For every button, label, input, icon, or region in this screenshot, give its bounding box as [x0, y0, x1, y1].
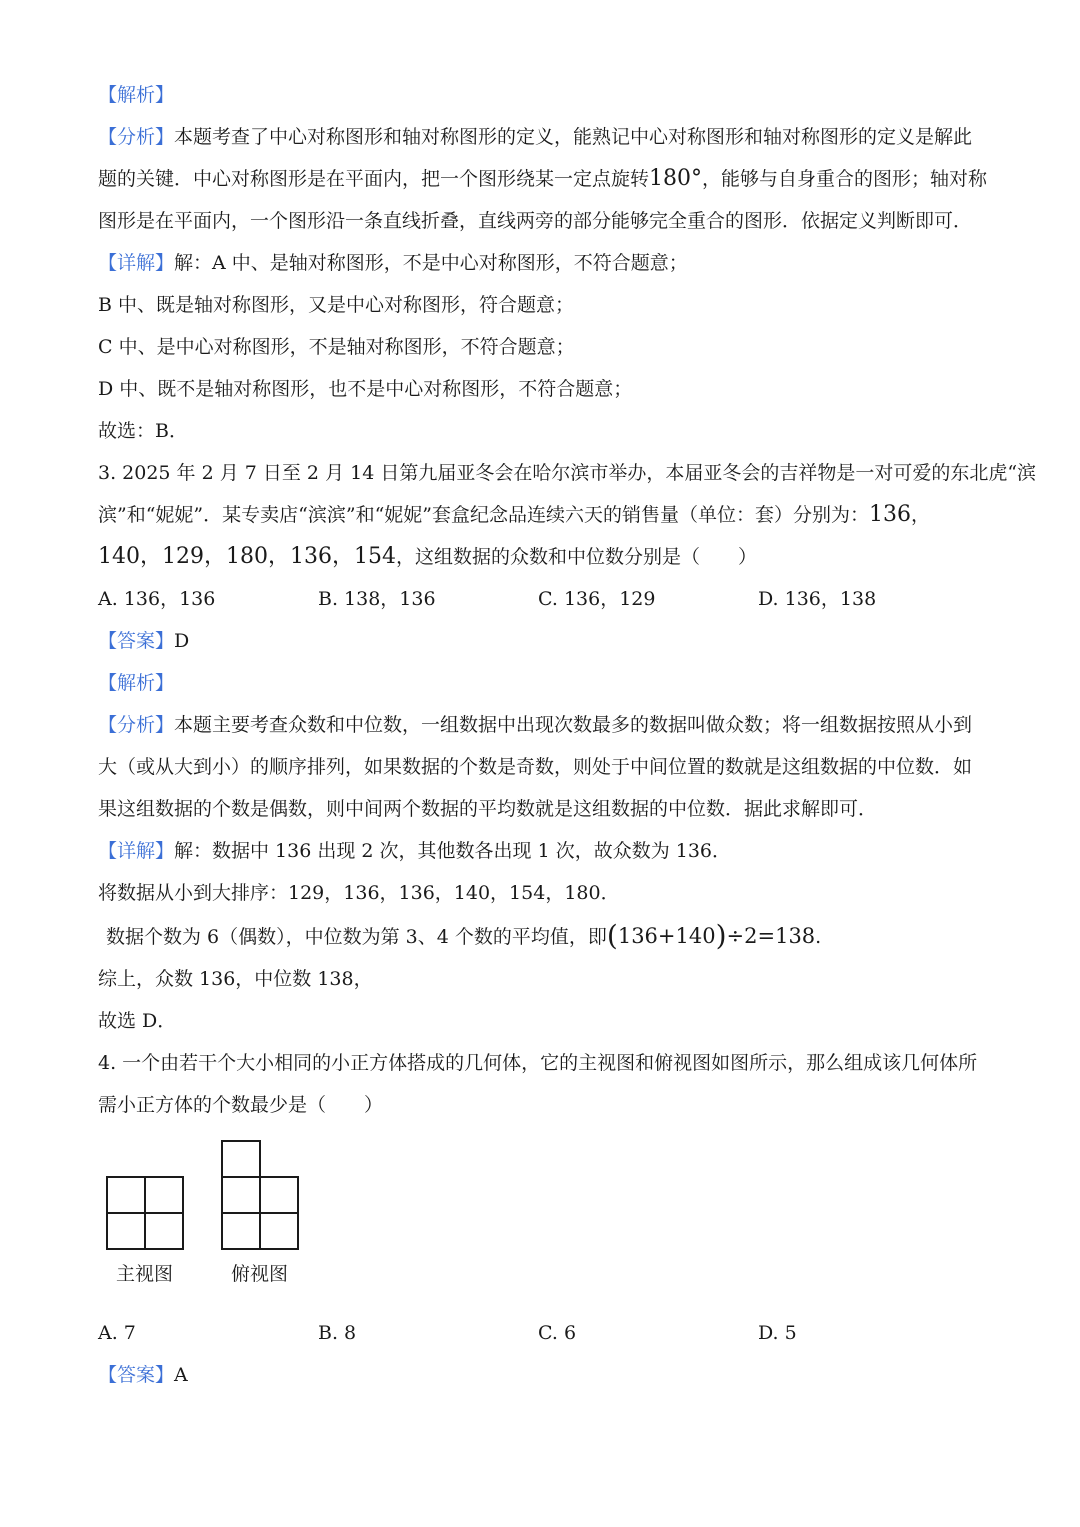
q4-options: [98, 1312, 988, 1354]
front-view-label: 主视图: [116, 1263, 174, 1285]
q2-fenxi-line-1: [98, 116, 988, 158]
q3-stem-text-3: ，这组数据的众数和中位数分别是（ ）: [395, 546, 757, 568]
q3-jiexi-heading: [98, 662, 988, 704]
q3-stem-line-2: [98, 494, 988, 536]
answer-tag: 【答案】: [98, 1364, 175, 1386]
xiangjie-tag: 【详解】: [98, 252, 175, 274]
q3-fenxi-line-1: [98, 704, 988, 746]
jiexi-tag: 【解析】: [98, 84, 175, 106]
q3-xiangjie-line-1: [98, 830, 988, 872]
q4-option-a: A. 7: [98, 1322, 136, 1344]
q2-fenxi-text-2b: ，能够与自身重合的图形；轴对称: [702, 168, 988, 190]
q2-fenxi-text-1: 本题考查了中心对称图形和轴对称图形的定义，能熟记中心对称图形和轴对称图形的定义是解此: [174, 126, 973, 148]
q3-summary: 综上，众数 136，中位数 138，: [98, 968, 373, 990]
q3-stem-num: 136: [869, 502, 911, 527]
fenxi-tag: 【分析】: [98, 714, 175, 736]
xiangjie-tag: 【详解】: [98, 840, 175, 862]
q3-avg-line: [98, 914, 988, 958]
q2-fenxi-text-3: 图形是在平面内，一个图形沿一条直线折叠，直线两旁的部分能够完全重合的图形．依据定义判断即可．: [98, 210, 973, 232]
q2-line-b: B 中、既是轴对称图形，又是中心对称图形，符合题意；: [98, 294, 575, 316]
q3-stem-nums: 140，129，180，136，154: [98, 544, 396, 569]
q3-avg-text: 数据个数为 6（偶数），中位数为第 3、4 个数的平均值，即: [106, 926, 607, 948]
q4-option-b: B. 8: [318, 1322, 357, 1344]
q2-fenxi-line-3: [98, 200, 988, 242]
q2-line-c: C 中、是中心对称图形，不是轴对称图形，不符合题意；: [98, 336, 575, 358]
q3-sort-line: 将数据从小到大排序：129，136，136，140，154，180．: [98, 882, 620, 904]
top-view-figure: [221, 1140, 301, 1252]
q4-option-d: D. 5: [758, 1322, 797, 1344]
q3-fenxi-line-2: 大（或从大到小）的顺序排列，如果数据的个数是奇数，则处于中间位置的数就是这组数据的中位数．如: [98, 756, 973, 778]
q3-option-a: A. 136，136: [98, 588, 216, 610]
q3-avg-expr-rest: ÷2=138: [726, 924, 816, 948]
q2-conclusion: 故选：B．: [98, 420, 188, 442]
q3-stem-text-2: 滨”和“妮妮”．某专卖店“滨滨”和“妮妮”套盒纪念品连续六天的销售量（单位：套）分别为：: [98, 504, 869, 526]
q3-answer-value: D: [174, 630, 190, 652]
q2-fenxi-line-2: [98, 158, 988, 200]
q2-xiangjie-line-1: [98, 242, 988, 284]
q4-option-c: C. 6: [538, 1322, 577, 1344]
q3-stem-line-3: [98, 536, 988, 578]
q3-conclusion: 故选 D．: [98, 1010, 177, 1032]
jiexi-tag: 【解析】: [98, 672, 175, 694]
q2-fenxi-text-2a: 题的关键．中心对称图形是在平面内，把一个图形绕某一定点旋转: [98, 168, 650, 190]
q3-option-d: D. 136，138: [758, 588, 877, 610]
q3-avg-expr-inner: 136+140: [617, 924, 716, 948]
q3-avg-end: .: [815, 926, 822, 948]
q2-line-d: D 中、既不是轴对称图形，也不是中心对称图形，不符合题意；: [98, 378, 633, 400]
q3-avg-expression: (136+140)÷2=138: [606, 919, 816, 952]
q3-options: [98, 578, 988, 620]
front-view-figure: [106, 1176, 186, 1252]
q4-stem-line-2: 需小正方体的个数最少是（ ）: [98, 1094, 384, 1116]
q4-answer: [98, 1354, 988, 1396]
q4-figures: [98, 1132, 988, 1312]
q2-xiangjie-text-1: 解：A 中、是轴对称图形，不是中心对称图形，不符合题意；: [174, 252, 688, 274]
q3-xiangjie-text-1: 解：数据中 136 出现 2 次，其他数各出现 1 次，故众数为 136．: [174, 840, 732, 862]
q3-stem-line-1: 3. 2025 年 2 月 7 日至 2 月 14 日第九届亚冬会在哈尔滨市举办，本届亚冬会的吉祥物是一对可爱的东北虎“滨: [98, 462, 1037, 484]
q4-answer-value: A: [174, 1364, 188, 1386]
document-page: [98, 74, 1037, 1396]
q3-answer: [98, 620, 988, 662]
q4-stem-line-1: 4. 一个由若干个大小相同的小正方体搭成的几何体，它的主视图和俯视图如图所示，那么组成该几何体所: [98, 1052, 978, 1074]
q3-stem-comma: ，: [911, 504, 931, 526]
answer-tag: 【答案】: [98, 630, 175, 652]
q3-fenxi-text-1: 本题主要考查众数和中位数，一组数据中出现次数最多的数据叫做众数；将一组数据按照从小到: [174, 714, 973, 736]
q3-option-c: C. 136，129: [538, 588, 656, 610]
rotation-angle: 180°: [649, 166, 703, 191]
q3-fenxi-line-3: 果这组数据的个数是偶数，则中间两个数据的平均数就是这组数据的中位数．据此求解即可．: [98, 798, 878, 820]
q3-option-b: B. 138，136: [318, 588, 436, 610]
fenxi-tag: 【分析】: [98, 126, 175, 148]
q2-jiexi-heading: [98, 74, 988, 116]
top-view-label: 俯视图: [231, 1263, 289, 1285]
